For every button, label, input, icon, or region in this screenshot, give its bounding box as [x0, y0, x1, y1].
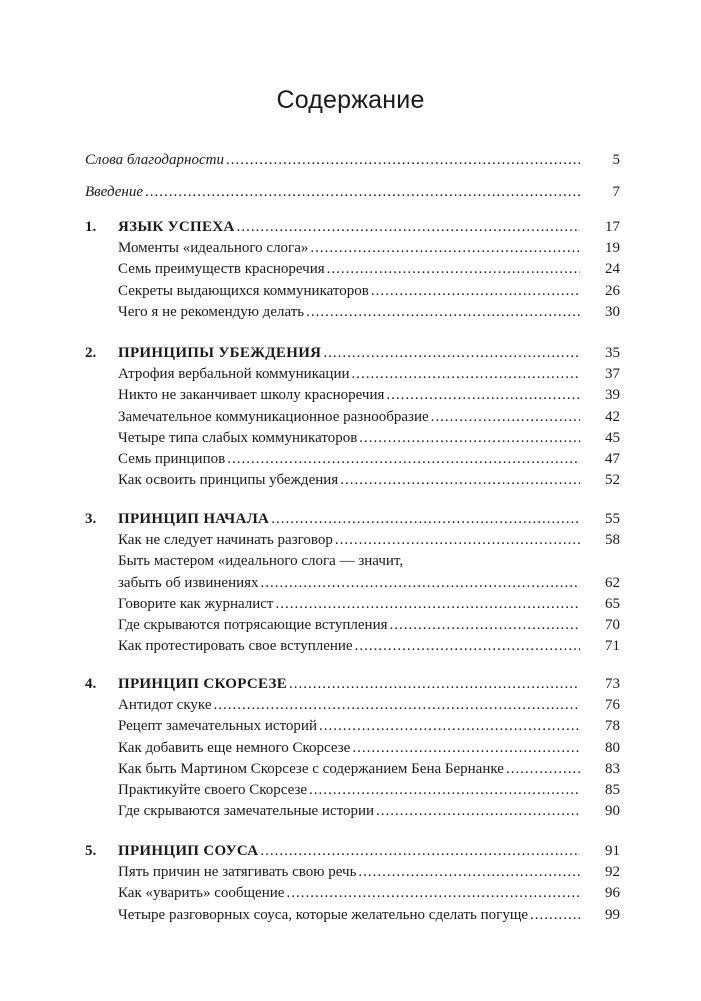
dot-leader — [335, 530, 580, 550]
entry-title: Четыре разговорных соуса, которые желательно сделать погуще — [118, 906, 529, 923]
entry-title: Как добавить еще немного Скорсезе — [118, 739, 351, 756]
page-number: 45 — [605, 429, 620, 446]
dot-leader — [286, 883, 580, 903]
entry-title: Как «уварить» сообщение — [118, 885, 285, 902]
dot-leader — [390, 615, 581, 635]
page-number: 26 — [605, 282, 620, 299]
toc-chapter-entry — [85, 343, 620, 363]
entry-title: Семь преимуществ красноречия — [118, 261, 325, 278]
page-number: 55 — [605, 511, 620, 527]
page-number: 76 — [605, 697, 620, 714]
toc-entry — [85, 905, 620, 925]
page-number: 37 — [605, 366, 620, 383]
entry-title: Введение — [85, 184, 143, 200]
page-number: 73 — [605, 676, 620, 692]
entry-title: забыть об извинениях — [118, 574, 259, 591]
entry-title: Секреты выдающихся коммуникаторов — [118, 282, 369, 299]
entry-title: Замечательное коммуникационное разнообразие — [118, 408, 429, 425]
chapter-number: 1. — [85, 219, 97, 235]
dot-leader — [386, 385, 580, 405]
dot-leader — [352, 364, 580, 384]
entry-title: Четыре типа слабых коммуникаторов — [118, 429, 358, 446]
entry-title: Как протестировать свое вступление — [118, 638, 353, 655]
entry-title: Где скрываются замечательные истории — [118, 803, 375, 820]
page-number: 70 — [605, 617, 620, 633]
chapter-title: ЯЗЫК УСПЕХА — [118, 219, 235, 235]
entry-title: Семь принципов — [118, 451, 226, 467]
toc-entry — [85, 259, 620, 279]
toc-entry — [85, 716, 620, 736]
dot-leader — [359, 428, 580, 448]
dot-leader — [319, 716, 580, 736]
toc-entry-line — [85, 551, 620, 571]
dot-leader — [226, 150, 580, 170]
entry-title: Как быть Мартином Скорсезе с содержанием Бена Бернанке — [118, 760, 504, 777]
toc-entry — [85, 385, 620, 405]
page-number: 90 — [605, 803, 620, 820]
page-title: Содержание — [276, 86, 425, 114]
toc-entry — [85, 695, 620, 715]
toc-chapter-entry — [85, 674, 620, 694]
toc-front-entry — [85, 182, 620, 202]
page-number: 47 — [605, 451, 620, 467]
chapter-title: ПРИНЦИП НАЧАЛА — [118, 511, 270, 527]
entry-title: Пять причин не затягивать свою речь — [118, 864, 357, 881]
page-number: 96 — [605, 885, 620, 902]
toc-entry — [85, 573, 620, 593]
entry-title: Практикуйте своего Скорсезе — [118, 782, 308, 798]
entry-title: Чего я не рекомендую делать — [118, 303, 305, 320]
page-number: 71 — [605, 638, 620, 655]
page-number: 80 — [605, 739, 620, 756]
entry-title: Быть мастером «идеального слога — значит, — [118, 553, 404, 570]
dot-leader — [323, 343, 580, 363]
entry-title: Как освоить принципы убеждения — [118, 472, 339, 489]
toc-entry — [85, 281, 620, 301]
dot-leader — [309, 780, 580, 800]
page-number: 42 — [605, 408, 620, 425]
entry-title: Говорите как журналист — [118, 595, 274, 612]
dot-leader — [352, 738, 580, 758]
page-number: 92 — [605, 864, 620, 881]
toc-entry — [85, 759, 620, 779]
page-number: 35 — [605, 345, 620, 361]
dot-leader — [310, 238, 580, 258]
toc-entry — [85, 594, 620, 614]
page-number: 91 — [605, 843, 620, 859]
chapter-number: 3. — [85, 511, 97, 527]
toc-entry — [85, 449, 620, 469]
entry-title: Антидот скуке — [118, 697, 212, 714]
entry-title: Слова благодарности — [85, 152, 224, 168]
page-number: 17 — [605, 219, 620, 235]
dot-leader — [214, 695, 581, 715]
toc-entry — [85, 862, 620, 882]
dot-leader — [289, 674, 580, 694]
toc-entry — [85, 238, 620, 258]
page-number: 58 — [605, 532, 620, 549]
dot-leader — [260, 841, 580, 861]
page-number: 99 — [605, 906, 620, 923]
page-number: 7 — [612, 184, 620, 200]
dot-leader — [431, 407, 580, 427]
dot-leader — [355, 636, 580, 656]
dot-leader — [227, 449, 580, 469]
entry-title: Моменты «идеального слога» — [118, 240, 309, 257]
dot-leader — [145, 182, 580, 202]
toc-chapter-entry — [85, 217, 620, 237]
page-number: 62 — [605, 574, 620, 591]
entry-title: Атрофия вербальной коммуникации — [118, 366, 350, 383]
toc-chapter-entry — [85, 841, 620, 861]
entry-title: Как не следует начинать разговор — [118, 532, 333, 549]
chapter-number: 5. — [85, 843, 97, 859]
toc-entry — [85, 530, 620, 550]
entry-title: Рецепт замечательных историй — [118, 718, 317, 735]
dot-leader — [276, 594, 581, 614]
toc-entry — [85, 801, 620, 821]
toc-entry — [85, 738, 620, 758]
chapter-title: ПРИНЦИП СКОРСЕЗЕ — [118, 676, 288, 692]
page-number: 39 — [605, 387, 620, 404]
page-number: 83 — [605, 760, 620, 777]
dot-leader — [306, 302, 580, 322]
dot-leader — [376, 801, 580, 821]
chapter-title: ПРИНЦИП СОУСА — [118, 843, 259, 859]
dot-leader — [261, 573, 580, 593]
page-number: 30 — [605, 303, 620, 320]
dot-leader — [358, 862, 580, 882]
dot-leader — [327, 259, 580, 279]
dot-leader — [530, 905, 580, 925]
toc-entry — [85, 636, 620, 656]
page-number: 52 — [605, 472, 620, 489]
page-number: 85 — [605, 782, 620, 798]
page-number: 5 — [612, 152, 620, 168]
dot-leader — [371, 281, 580, 301]
toc-entry — [85, 780, 620, 800]
toc-front-entry — [85, 150, 620, 170]
dot-leader — [237, 217, 580, 237]
page-number: 65 — [605, 595, 620, 612]
toc-entry — [85, 883, 620, 903]
toc-chapter-entry — [85, 509, 620, 529]
toc-entry — [85, 470, 620, 490]
toc-entry — [85, 302, 620, 322]
toc-entry — [85, 407, 620, 427]
toc-entry — [85, 364, 620, 384]
chapter-title: ПРИНЦИПЫ УБЕЖДЕНИЯ — [118, 345, 322, 361]
page-number: 78 — [605, 718, 620, 735]
dot-leader — [340, 470, 580, 490]
toc-entry — [85, 428, 620, 448]
chapter-number: 4. — [85, 676, 97, 692]
chapter-number: 2. — [85, 345, 97, 361]
entry-title: Где скрываются потрясающие вступления — [118, 617, 388, 633]
page-number: 19 — [605, 240, 620, 257]
dot-leader — [506, 759, 580, 779]
entry-title: Никто не заканчивает школу красноречия — [118, 387, 385, 404]
dot-leader — [271, 509, 580, 529]
page-number: 24 — [605, 261, 620, 278]
toc-entry — [85, 615, 620, 635]
